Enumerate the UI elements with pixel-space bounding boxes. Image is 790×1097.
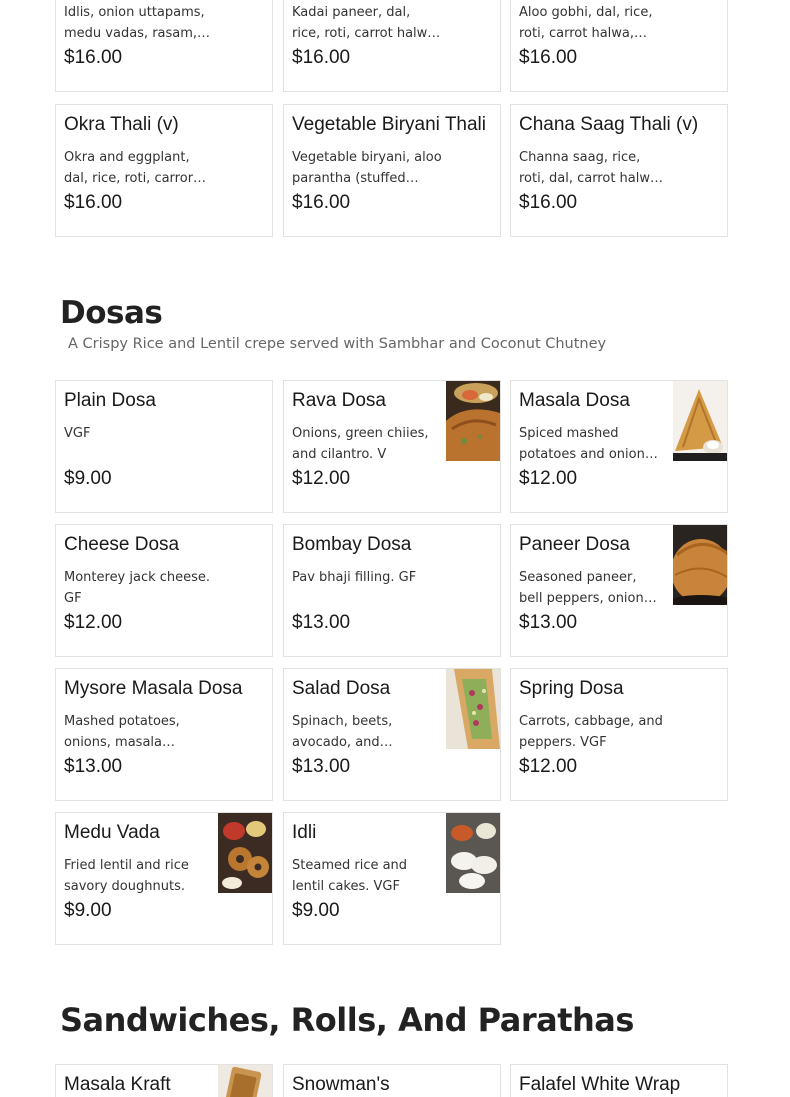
item-name: Chana Saag Thali (v): [519, 114, 699, 135]
item-name: Spring Dosa: [519, 678, 624, 699]
item-price: $12.00: [64, 612, 123, 633]
item-price: $13.00: [292, 612, 351, 633]
item-description: Monterey jack cheese. GF: [64, 570, 211, 606]
item-name: Cheese Dosa: [64, 534, 180, 555]
item-price: $16.00: [64, 47, 123, 68]
menu-item-card[interactable]: [510, 668, 728, 801]
item-description: Kadai paneer, dal, rice, roti, carrot halwa,: [292, 5, 440, 41]
item-price: $16.00: [64, 192, 123, 213]
menu-item-card[interactable]: [283, 380, 501, 513]
item-price: $9.00: [64, 468, 112, 489]
item-price: $16.00: [292, 192, 351, 213]
item-name: Bombay Dosa: [292, 534, 412, 555]
menu-item-card[interactable]: [55, 1064, 273, 1097]
section-description-dosas: A Crispy Rice and Lentil crepe served with Sambhar and Coconut Chutney: [68, 336, 607, 352]
item-price: $13.00: [64, 756, 123, 777]
item-name: Rava Dosa: [292, 390, 386, 411]
item-price: $13.00: [292, 756, 351, 777]
item-description: Vegetable biryani, aloo parantha (stuffed: [292, 150, 442, 186]
menu-item-card[interactable]: [510, 104, 728, 237]
item-price: $12.00: [519, 468, 578, 489]
menu-item-card[interactable]: [283, 104, 501, 237]
item-description: Aloo gobhi, dal, rice, roti, carrot halwa,: [519, 5, 653, 41]
menu-item-card[interactable]: [283, 668, 501, 801]
medu-vada-photo: [218, 813, 272, 893]
menu-item-card[interactable]: [510, 0, 728, 92]
item-name: Vegetable Biryani Thali: [292, 114, 486, 135]
menu-item-card[interactable]: [55, 668, 273, 801]
menu-item-card[interactable]: [510, 380, 728, 513]
item-description: Fried lentil and rice savory doughnuts.: [64, 858, 189, 894]
menu-item-card[interactable]: [55, 524, 273, 657]
menu-item-card[interactable]: [510, 524, 728, 657]
item-name: Mysore Masala Dosa: [64, 678, 243, 699]
item-price: $16.00: [519, 47, 578, 68]
menu-item-card[interactable]: [283, 1064, 501, 1097]
item-price: $9.00: [292, 900, 340, 921]
item-price: $13.00: [519, 612, 578, 633]
section-title-dosas: Dosas: [60, 295, 163, 331]
menu-item-card[interactable]: [283, 524, 501, 657]
item-description: Idlis, onion uttapams, medu vadas, rasam,: [64, 5, 205, 41]
salad-dosa-photo: [446, 669, 500, 749]
menu-item-card[interactable]: [510, 1064, 728, 1097]
item-price: $16.00: [292, 47, 351, 68]
rava-dosa-photo: [446, 381, 500, 461]
item-name: Plain Dosa: [64, 390, 156, 411]
item-description: Mashed potatoes, onions, masala: [64, 714, 180, 750]
item-name: Okra Thali (v): [64, 114, 179, 135]
item-description: Okra and eggplant, dal, rice, roti, carror: [64, 150, 194, 186]
menu-item-card[interactable]: [283, 812, 501, 945]
item-name: Paneer Dosa: [519, 534, 630, 555]
item-price: $16.00: [519, 192, 578, 213]
idli-photo: [446, 813, 500, 893]
item-description: Onions, green chiies, and cilantro. V: [292, 426, 429, 462]
menu-item-card[interactable]: [55, 812, 273, 945]
item-name: Salad Dosa: [292, 678, 391, 699]
item-description: Seasoned paneer, bell peppers, onions,: [519, 570, 655, 606]
menu-item-card[interactable]: [55, 0, 273, 92]
item-name: Idli: [292, 822, 317, 843]
item-name: Falafel White Wrap: [519, 1074, 681, 1095]
item-description: Pav bhaji filling. GF: [292, 570, 417, 585]
item-description: VGF: [64, 426, 91, 441]
item-name: Masala Dosa: [519, 390, 630, 411]
item-name: Snowman's: [292, 1074, 390, 1095]
item-price: $9.00: [64, 900, 112, 921]
item-price: $12.00: [292, 468, 351, 489]
menu-item-card[interactable]: [283, 0, 501, 92]
item-description: Spiced mashed potatoes and onions.: [519, 426, 656, 462]
paneer-dosa-photo: [673, 525, 727, 605]
item-price: $12.00: [519, 756, 578, 777]
item-name: Masala Kraft: [64, 1074, 171, 1095]
item-description: Channa saag, rice, roti, dal, carrot halwa,: [519, 150, 663, 186]
section-title-sandwiches: Sandwiches, Rolls, And Parathas: [60, 1001, 634, 1039]
item-description: Carrots, cabbage, and peppers. VGF: [519, 714, 663, 750]
masala-kraft-photo: [218, 1065, 272, 1097]
item-description: Spinach, beets, avocado, and: [292, 714, 393, 750]
item-description: Steamed rice and lentil cakes. VGF: [292, 858, 408, 894]
menu-item-card[interactable]: [55, 380, 273, 513]
menu-item-card[interactable]: [55, 104, 273, 237]
masala-dosa-photo: [673, 381, 727, 461]
item-name: Medu Vada: [64, 822, 160, 843]
